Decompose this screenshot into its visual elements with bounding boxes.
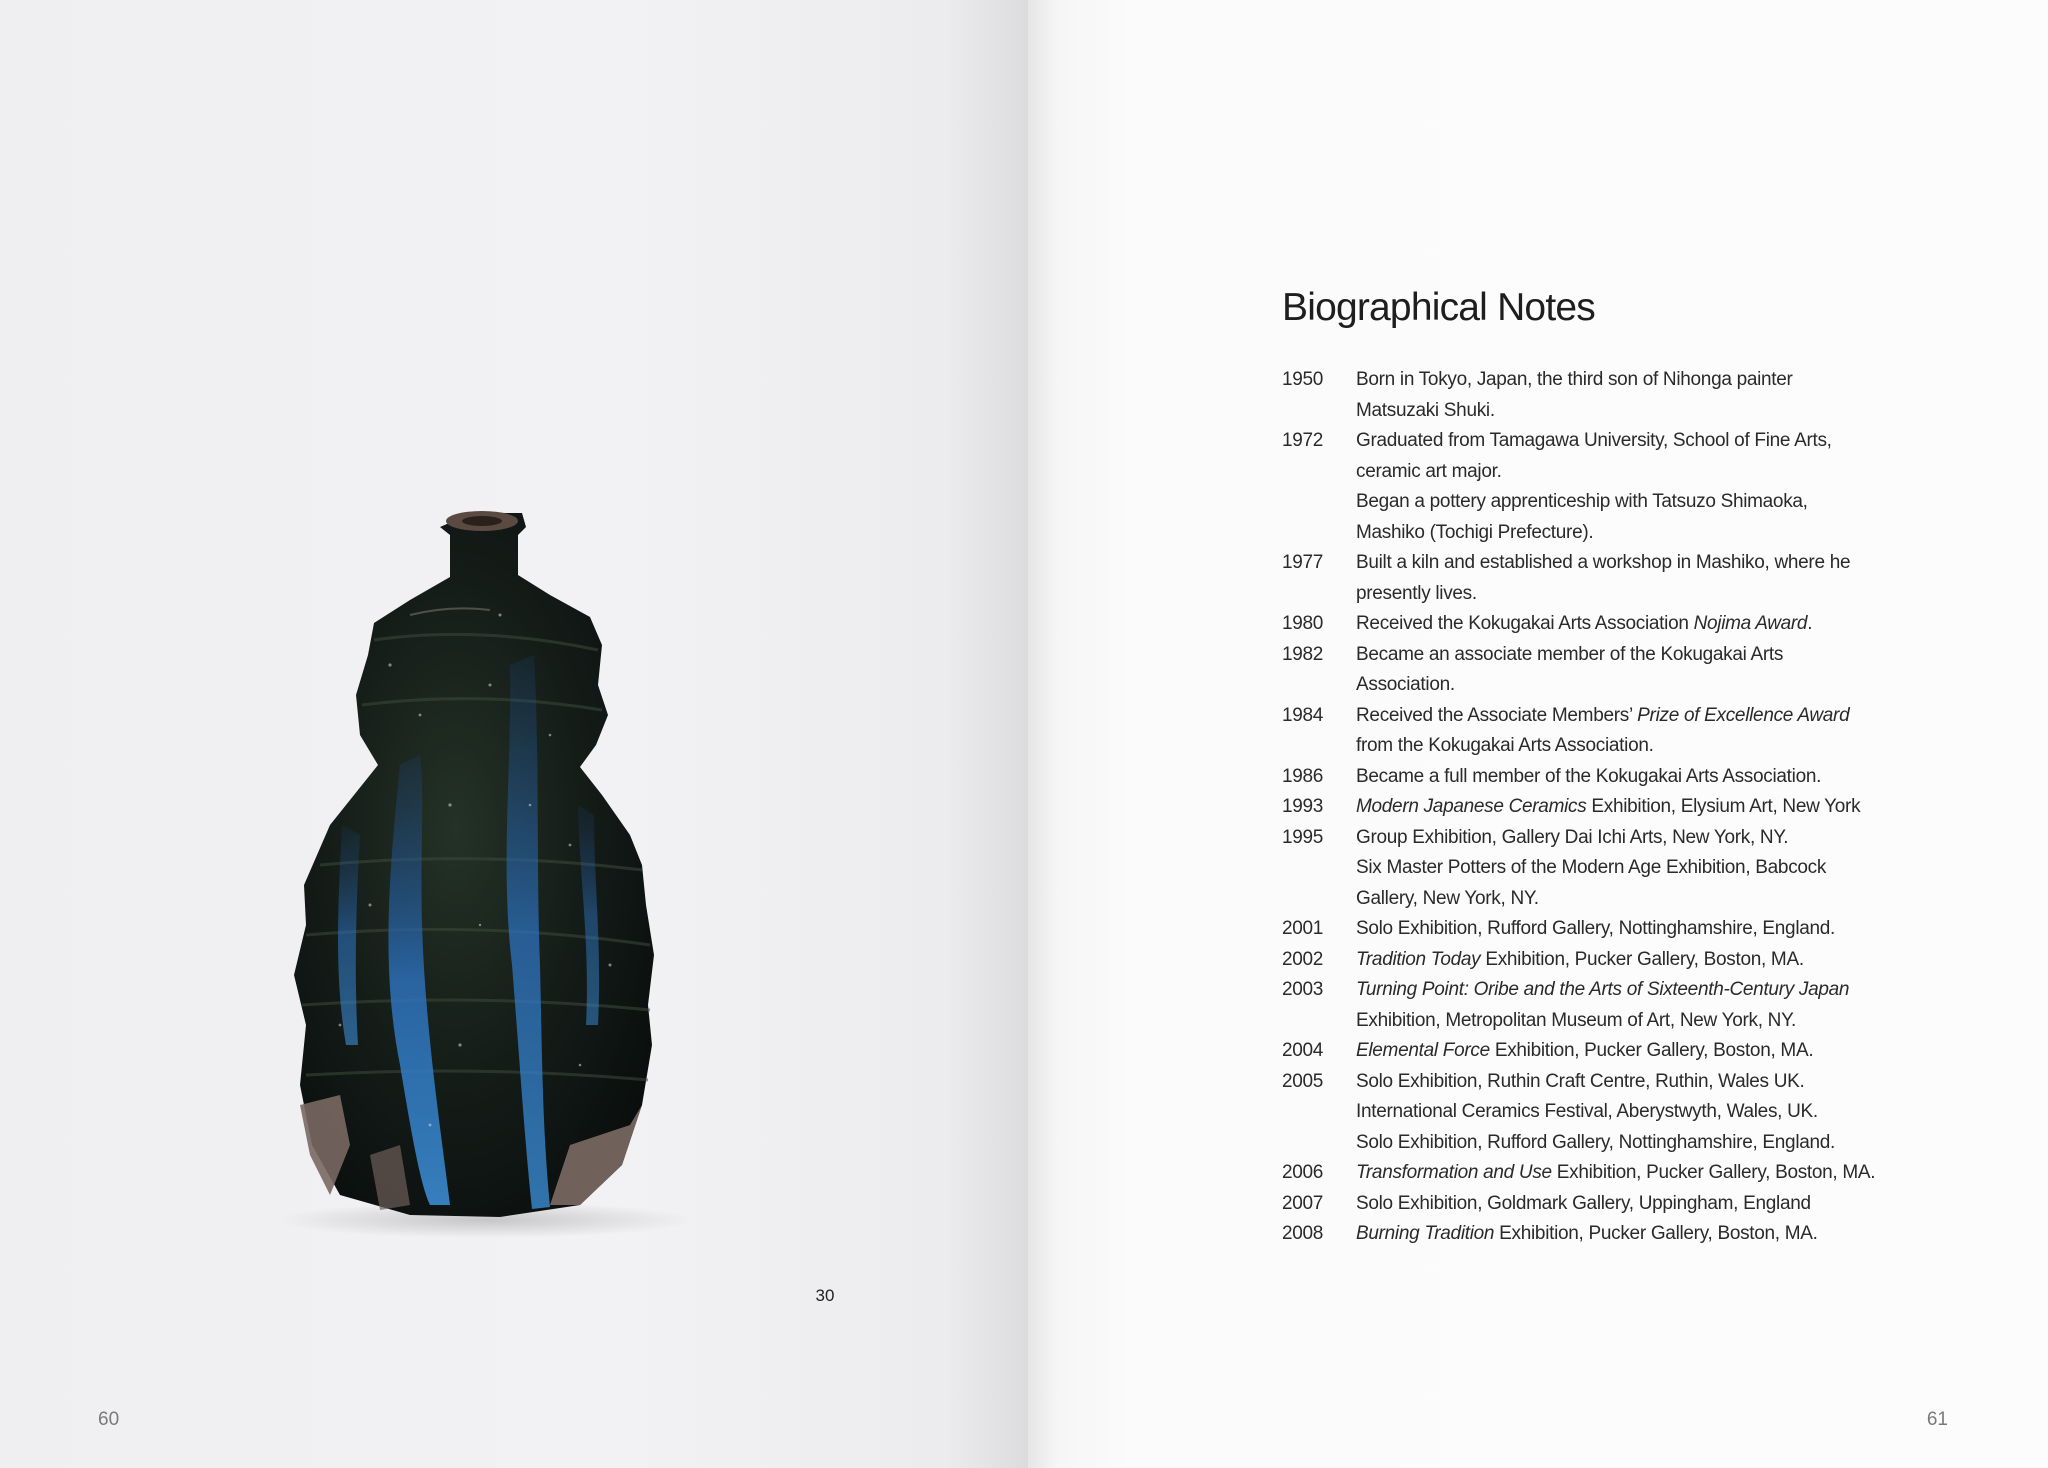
bio-text <box>1356 914 2002 945</box>
bio-year: 2002 <box>1282 948 1324 970</box>
bio-text-line <box>1356 762 2002 793</box>
bio-text-segment: Solo Exhibition, Rufford Gallery, Nottinghamshire, England. <box>1356 918 1836 939</box>
bio-text <box>1356 1036 2002 1067</box>
bio-year: 1982 <box>1282 643 1324 665</box>
page-number-right: 61 <box>1926 1409 1948 1430</box>
bio-text-segment: Mashiko (Tochigi Prefecture). <box>1356 521 1594 543</box>
bio-text-segment: Exhibition, Pucker Gallery, Boston, MA. <box>1480 948 1804 970</box>
bio-text-line <box>1356 457 2002 488</box>
bio-text-line <box>1356 1097 2002 1128</box>
bio-year: 1986 <box>1282 765 1324 787</box>
bio-text <box>1356 975 2002 1036</box>
bio-italic-title: Nojima Award <box>1693 613 1808 634</box>
bio-text-line <box>1356 823 2002 854</box>
bio-entry <box>1282 609 2002 640</box>
bio-year: 1995 <box>1282 826 1324 848</box>
plate-number: 30 <box>815 1286 835 1305</box>
bio-italic-title: Tradition Today <box>1356 948 1481 970</box>
bio-text-segment: Gallery, New York, NY. <box>1356 887 1539 909</box>
bio-italic-title: Turning Point: Oribe and the Arts of Sixteenth-Century Japan <box>1356 979 1850 1000</box>
bio-text-line <box>1356 426 2002 457</box>
bio-text <box>1356 640 2002 701</box>
bio-entry <box>1282 975 2002 1036</box>
bio-entry <box>1282 1036 2002 1067</box>
bio-text-line <box>1356 487 2002 518</box>
bio-text <box>1356 792 2002 823</box>
bio-year: 2004 <box>1282 1040 1324 1061</box>
bio-entry <box>1282 640 2002 701</box>
bio-year: 1977 <box>1282 552 1324 573</box>
vase-photo <box>250 505 730 1245</box>
bio-entry <box>1282 365 2002 426</box>
bio-entry <box>1282 945 2002 976</box>
bio-text-segment: Built a kiln and established a workshop in Mashiko, where he <box>1356 552 1851 573</box>
bio-entry <box>1282 1189 2002 1220</box>
bio-text-line <box>1356 792 2002 823</box>
bio-text <box>1356 609 2002 640</box>
bio-text-segment: Began a pottery apprenticeship with Tatsuzo Shimaoka, <box>1356 491 1808 512</box>
bio-entry <box>1282 1219 2002 1250</box>
bio-text-line <box>1356 853 2002 884</box>
bio-year: 1950 <box>1282 369 1324 390</box>
bio-text-line <box>1356 365 2002 396</box>
bio-text-line <box>1356 1189 2002 1220</box>
bio-italic-title: Burning Tradition <box>1356 1223 1495 1244</box>
bio-text-line <box>1356 945 2002 976</box>
bio-text-segment: Exhibition, Pucker Gallery, Boston, MA. <box>1494 1223 1818 1244</box>
page-title: Biographical Notes <box>1282 286 1595 329</box>
biography-list <box>1282 365 2002 1250</box>
bio-year: 1972 <box>1282 430 1324 451</box>
bio-entry <box>1282 426 2002 548</box>
bio-text-segment: Exhibition, Pucker Gallery, Boston, MA. <box>1489 1040 1814 1061</box>
right-page <box>1028 0 2048 1468</box>
bio-text-segment: Exhibition, Pucker Gallery, Boston, MA. <box>1551 1162 1876 1183</box>
bio-text-segment: Received the Associate Members’ <box>1356 704 1638 726</box>
bio-italic-title: Transformation and Use <box>1356 1162 1552 1183</box>
bio-text-segment: . <box>1807 613 1813 634</box>
bio-italic-title: Prize of Excellence Award <box>1637 704 1850 726</box>
bio-entry <box>1282 914 2002 945</box>
bio-year: 1984 <box>1282 704 1324 726</box>
bio-text-line <box>1356 609 2002 640</box>
bio-text-segment: Solo Exhibition, Ruthin Craft Centre, Ruthin, Wales UK. <box>1356 1070 1805 1092</box>
bio-text-line <box>1356 1128 2002 1159</box>
bio-text-segment: Matsuzaki Shuki. <box>1356 399 1495 421</box>
bio-entry <box>1282 1158 2002 1189</box>
bio-text <box>1356 365 2002 426</box>
bio-italic-title: Modern Japanese Ceramics <box>1356 796 1587 817</box>
bio-text-segment: Received the Kokugakai Arts Association <box>1356 613 1694 634</box>
bio-text-line <box>1356 914 2002 945</box>
bio-text-line <box>1356 1158 2002 1189</box>
bio-text <box>1356 701 2002 762</box>
bio-text-segment: Graduated from Tamagawa University, School of Fine Arts, <box>1356 430 1832 451</box>
bio-entry <box>1282 823 2002 915</box>
bio-text-line <box>1356 1006 2002 1037</box>
bio-entry <box>1282 548 2002 609</box>
bio-text-line <box>1356 701 2002 732</box>
bio-text-line <box>1356 884 2002 915</box>
bio-year: 2005 <box>1282 1070 1324 1092</box>
bio-text-segment: Exhibition, Metropolitan Museum of Art, New York, NY. <box>1356 1009 1796 1031</box>
bio-year: 2007 <box>1282 1192 1324 1214</box>
bio-text-line <box>1356 731 2002 762</box>
bio-text-line <box>1356 640 2002 671</box>
bio-text-line <box>1356 1036 2002 1067</box>
bio-year: 2003 <box>1282 979 1324 1000</box>
bio-entry <box>1282 762 2002 793</box>
bio-text-segment: Group Exhibition, Gallery Dai Ichi Arts, New York, NY. <box>1356 826 1789 848</box>
bio-text-line <box>1356 396 2002 427</box>
bio-text-line <box>1356 579 2002 610</box>
bio-text-line <box>1356 670 2002 701</box>
bio-text <box>1356 1067 2002 1159</box>
page-number-left: 60 <box>98 1409 120 1430</box>
bio-text-segment: from the Kokugakai Arts Association. <box>1356 735 1654 756</box>
bio-text-segment: Association. <box>1356 674 1455 695</box>
bio-entry <box>1282 792 2002 823</box>
bio-text-segment: International Ceramics Festival, Aberystwyth, Wales, UK. <box>1356 1101 1818 1122</box>
bio-year: 2006 <box>1282 1162 1324 1183</box>
bio-text <box>1356 945 2002 976</box>
bio-italic-title: Elemental Force <box>1356 1040 1490 1061</box>
bio-text-segment: ceramic art major. <box>1356 460 1502 482</box>
bio-text-segment: Became a full member of the Kokugakai Arts Association. <box>1356 765 1822 787</box>
bio-text-line <box>1356 518 2002 549</box>
bio-text <box>1356 426 2002 548</box>
bio-text <box>1356 1219 2002 1250</box>
bio-text-segment: Solo Exhibition, Goldmark Gallery, Uppingham, England <box>1356 1192 1811 1214</box>
bio-entry <box>1282 1067 2002 1159</box>
bio-year: 2008 <box>1282 1223 1324 1244</box>
bio-text-segment: Exhibition, Elysium Art, New York <box>1586 796 1861 817</box>
bio-text-segment: presently lives. <box>1356 582 1477 604</box>
bio-year: 2001 <box>1282 918 1324 939</box>
bio-text <box>1356 548 2002 609</box>
bio-text-line <box>1356 1067 2002 1098</box>
bio-text <box>1356 1158 2002 1189</box>
bio-text-segment: Became an associate member of the Kokugakai Arts <box>1356 643 1784 665</box>
bio-text <box>1356 823 2002 915</box>
bio-text <box>1356 1189 2002 1220</box>
bio-entry <box>1282 701 2002 762</box>
bio-text-segment: Solo Exhibition, Rufford Gallery, Nottinghamshire, England. <box>1356 1131 1836 1153</box>
bio-text-segment: Six Master Potters of the Modern Age Exhibition, Babcock <box>1356 857 1827 878</box>
bio-year: 1993 <box>1282 796 1324 817</box>
bio-text-line <box>1356 548 2002 579</box>
bio-year: 1980 <box>1282 613 1324 634</box>
bio-text-segment: Born in Tokyo, Japan, the third son of Nihonga painter <box>1356 369 1793 390</box>
bio-text-line <box>1356 975 2002 1006</box>
bio-text-line <box>1356 1219 2002 1250</box>
bio-text <box>1356 762 2002 793</box>
